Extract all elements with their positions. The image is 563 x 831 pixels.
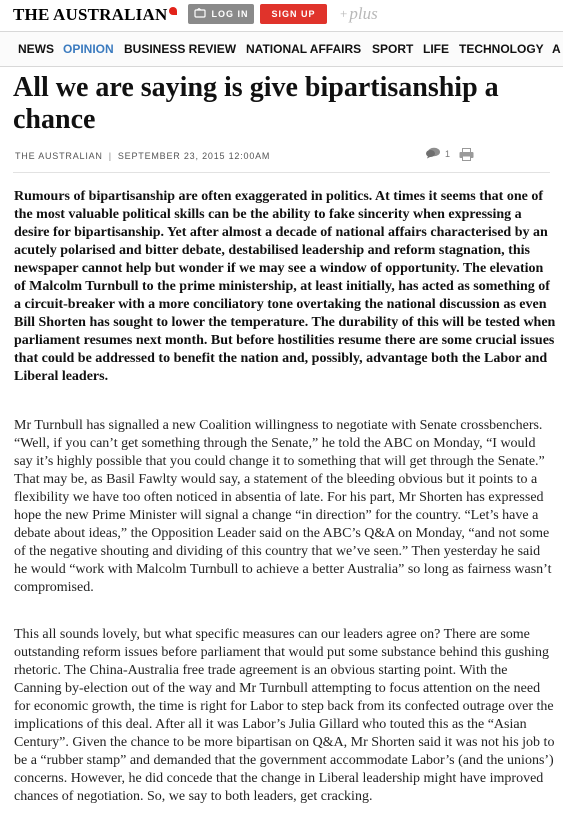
byline-date: SEPTEMBER 23, 2015 12:00AM — [117, 151, 271, 161]
plus-label: plus — [349, 4, 378, 23]
article-paragraph: This all sounds lovely, but what specific measures can our leaders agree on? There are some outstanding reform issues before parliament that would put some substance behind this gushing rhetoric. The China-Australia free trade agreement is an obvious starting point. With the Canning by-election out of the way and Mr Turnbull attempting to focus attention on the need for economic growth, the time is right for Labor to step back from its confected outrage over the implications of this deal. After all it was Labor’s Julia Gillard who touted this as the “Asian Century”. Given the chance to be more bipartisan on Q&A, Mr Shorten said it was not his job to be a “rubber stamp” and demanded that the government accommodate Labor’s (and the unions’) concerns. However, he did concede that the change in Liberal leadership might have improved chances of negotiation. So, we say to both leaders, get cracking. — [14, 627, 555, 804]
top-bar — [0, 0, 563, 30]
plus-link[interactable] — [340, 2, 400, 26]
byline — [15, 151, 270, 161]
article-headline: All we are saying is give bipartisanship a chance — [13, 72, 499, 135]
nav-item-life[interactable]: LIFE — [423, 42, 449, 56]
nav-item-business-review[interactable]: BUSINESS REVIEW — [124, 42, 237, 56]
nav-item-national-affairs[interactable]: NATIONAL AFFAIRS — [246, 42, 362, 56]
byline-source: THE AUSTRALIAN — [15, 151, 103, 161]
print-icon[interactable] — [459, 148, 474, 166]
byline-separator: | — [108, 151, 112, 161]
signup-button[interactable] — [260, 4, 327, 24]
nav-item-technology[interactable]: TECHNOLOGY — [459, 42, 544, 56]
plus-icon: + — [340, 6, 348, 21]
article-paragraph: Mr Turnbull has signalled a new Coalition willingness to negotiate with Senate crossbenchers. “Well, if you can’t get something through the Senate,” he told the ABC on Monday, “I would say it’s highly possible that you could change it to something that will get through the Senate.” That may be, as Basil Fawlty would say, a statement of the bleeding obvious but it points to a flexibility we have too often noticed in absentia of late. For his part, Mr Shorten has expressed hope the new Prime Minister will signal a change “in direction” for the country. “Let’s have a debate about ideas,” the Opposition Leader said on the ABC’s Q&A on Monday, “and not some of the negative shouting and dividing of this country that we’ve seen.” Then yesterday he said he would “work with Malcolm Turnbull to achieve a better Australia” so long as fairness wasn’t compromised. — [14, 418, 552, 595]
login-button[interactable] — [188, 4, 254, 24]
logo-mark-icon — [169, 7, 177, 15]
comments-link[interactable] — [425, 147, 450, 161]
article-lede: Rumours of bipartisanship are often exaggerated in politics. At times it seems that one of the most valuable political skills can be the ability to fake sincerity when expressing a desire for bipartisanship. Yet after almost a decade of national affairs characterised by an acutely polarised and bitter debate, destabilised leadership and reform stagnation, this newspaper cannot help but wonder if we may see a window of opportunity. The elevation of Malcolm Turnbull to the prime ministership, at least initially, has acted as something of a circuit-breaker with a more conciliatory tone overtaking the national discussion as even Bill Shorten has sought to lower the temperature. The durability of this will be tested when parliament resumes next month. But before hostilities resume there are some crucial issues that could be addressed to benefit the nation and, possibly, advantage both the Labor and Liberal leaders. — [14, 189, 556, 384]
logo-text: THE AUSTRALIAN — [13, 5, 168, 24]
nav-item-truncated[interactable]: A — [552, 42, 561, 56]
nav-item-news[interactable]: NEWS — [18, 42, 54, 56]
nav-item-sport[interactable]: SPORT — [372, 42, 414, 56]
signup-label: SIGN UP — [271, 9, 316, 19]
comment-count: 1 — [445, 149, 451, 159]
login-icon — [194, 8, 206, 20]
comment-bubble-icon — [425, 147, 441, 161]
nav-item-opinion[interactable]: OPINION — [63, 42, 114, 56]
main-nav — [0, 31, 563, 67]
byline-divider — [13, 172, 550, 173]
site-logo[interactable] — [13, 5, 177, 25]
login-label: LOG IN — [211, 9, 249, 19]
